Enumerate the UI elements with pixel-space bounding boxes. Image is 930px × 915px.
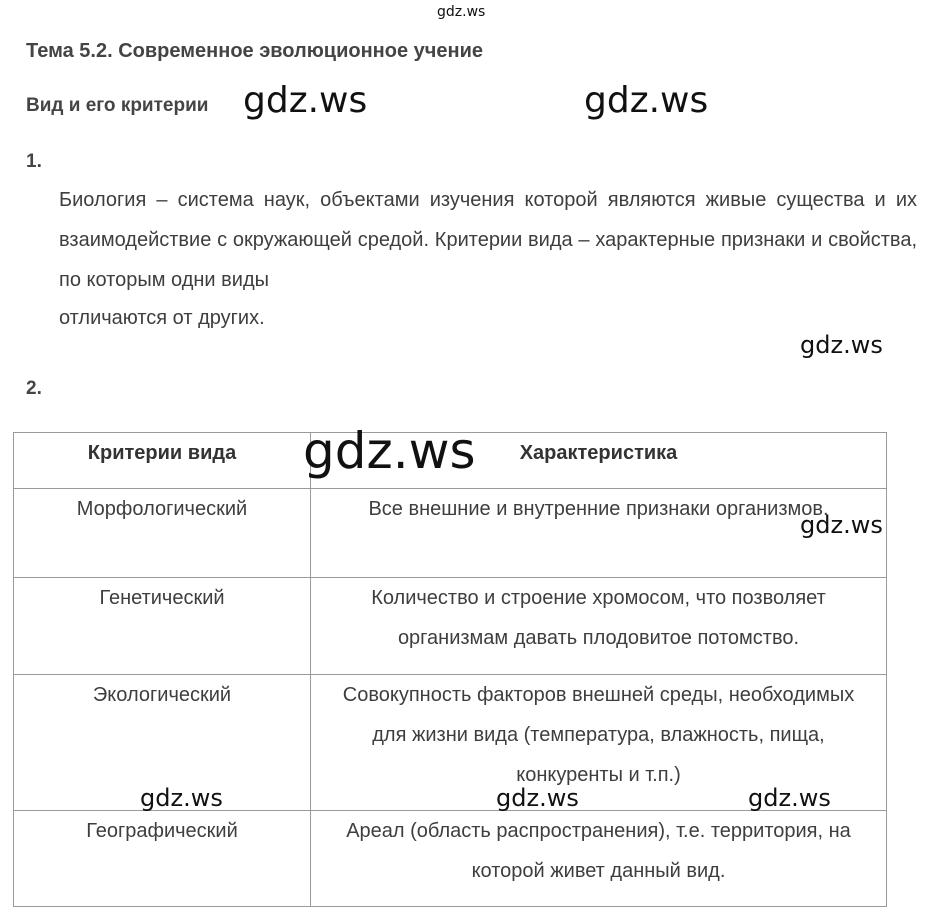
task-1-paragraph-end: отличаются от других. [59, 307, 265, 329]
table-row [14, 578, 887, 675]
watermark: gdz.ws [800, 331, 883, 359]
task-2-number: 2. [26, 378, 42, 399]
task-1-paragraph-text: Биология – система наук, объектами изучения которой являются живые существа и их взаимодействие с окружающей средой. Критерии вида – характерные признаки и свойства, по которым одни виды [59, 189, 917, 291]
table-cell-criterion: Морфологический [14, 489, 311, 578]
subtopic-title: Вид и его критерии [26, 95, 209, 116]
watermark: gdz.ws [140, 784, 223, 812]
table-header-cell: Критерии вида [14, 433, 311, 489]
table-cell-description: Совокупность факторов внешней среды, необходимых для жизни вида (температура, влажность, пища, конкуренты и т.п.) [311, 675, 887, 811]
table-cell-description: Количество и строение хромосом, что позволяет организмам давать плодовитое потомство. [311, 578, 887, 675]
table-row [14, 489, 887, 578]
watermark: gdz.ws [496, 784, 579, 812]
table-cell-description: Все внешние и внутренние признаки организмов. [311, 489, 887, 578]
task-1-number: 1. [26, 151, 42, 172]
table-cell-description: Ареал (область распространения), т.е. территория, на которой живет данный вид. [311, 811, 887, 907]
topic-title: Тема 5.2. Современное эволюционное учение [26, 40, 484, 62]
watermark: gdz.ws [584, 80, 709, 121]
watermark: gdz.ws [303, 422, 476, 480]
watermark: gdz.ws [800, 511, 883, 539]
watermark: gdz.ws [243, 80, 368, 121]
watermark: gdz.ws [748, 784, 831, 812]
watermark-top: gdz.ws [437, 4, 486, 20]
table-cell-criterion: Географический [14, 811, 311, 907]
table-row [14, 811, 887, 907]
table-cell-criterion: Генетический [14, 578, 311, 675]
criteria-table [13, 432, 887, 907]
table-header-cell: Характеристика [311, 433, 887, 489]
task-1-paragraph [59, 180, 917, 328]
table-cell-criterion: Экологический [14, 675, 311, 811]
